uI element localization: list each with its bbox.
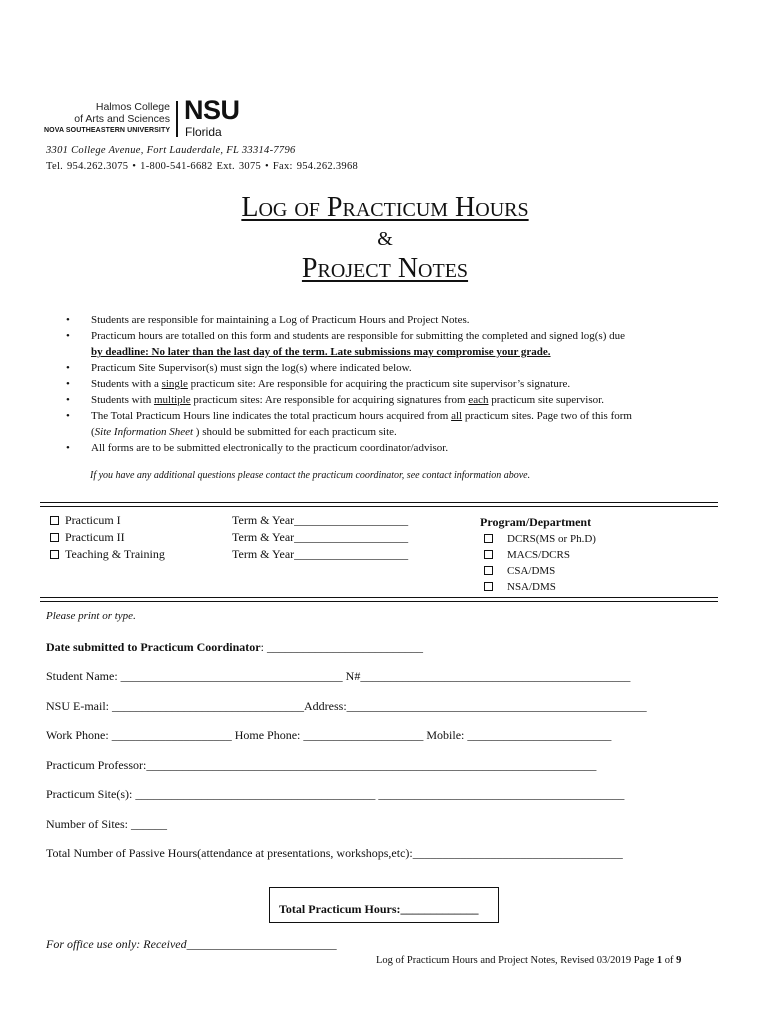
date-submitted-line: : __________________________ xyxy=(260,640,423,654)
term-year-field[interactable]: Term & Year___________________ xyxy=(232,513,409,527)
term-year-field[interactable]: Term & Year___________________ xyxy=(232,547,409,561)
instruction-text: practicum site: Are responsible for acquiring the practicum site supervisor’s signature. xyxy=(187,378,571,390)
number-of-sites-field[interactable]: Number of Sites: ______ xyxy=(46,817,167,831)
instruction-text: The Total Practicum Hours line indicates the total practicum hours acquired from xyxy=(91,410,452,422)
university-name: NOVA SOUTHEASTERN UNIVERSITY xyxy=(44,127,171,134)
instruction-item xyxy=(66,408,734,440)
instruction-text: All forms are to be submitted electronically to the practicum coordinator/advisor. xyxy=(91,442,449,454)
program-option[interactable] xyxy=(484,547,596,563)
instruction-emphasis: single xyxy=(161,378,188,390)
instruction-item xyxy=(66,328,734,360)
program-title: Program/Department xyxy=(480,515,592,529)
instruction-emphasis: multiple xyxy=(153,394,191,406)
page-number: 1 xyxy=(656,955,663,966)
section-divider xyxy=(40,502,718,507)
program-option[interactable] xyxy=(484,563,596,579)
instruction-emphasis: all xyxy=(451,410,463,422)
checkbox-icon[interactable] xyxy=(484,550,493,559)
instruction-text: Students with a xyxy=(91,378,162,390)
program-options xyxy=(484,531,596,595)
date-submitted-field[interactable] xyxy=(46,640,423,655)
instruction-item xyxy=(66,440,734,456)
college-name-line1: Halmos College xyxy=(95,101,170,113)
page-title-line1: Log of Practicum Hours xyxy=(241,192,529,223)
checkbox-icon[interactable] xyxy=(50,516,59,525)
instruction-item xyxy=(66,376,734,392)
office-use-field: For office use only: Received_________________________ xyxy=(46,937,337,951)
instruction-text: Practicum Site Supervisor(s) must sign the log(s) where indicated below. xyxy=(91,362,412,374)
florida-logo-text: Florida xyxy=(185,125,222,139)
program-option-label: CSA/DMS xyxy=(507,565,556,577)
practicum-option-label: Practicum I xyxy=(65,513,121,527)
page-title-line2: Project Notes xyxy=(301,253,469,284)
print-instruction: Please print or type. xyxy=(46,610,136,622)
page-footer xyxy=(376,955,681,966)
date-submitted-label: Date submitted to Practicum Coordinator xyxy=(46,640,261,654)
footer-text: Log of Practicum Hours and Project Notes, Revised 03/2019 Page xyxy=(376,955,657,966)
practicum-option-label: Practicum II xyxy=(65,530,125,544)
practicum-option[interactable] xyxy=(50,546,165,563)
instruction-text: Practicum hours are totalled on this form and students are responsible for submitting the completed and signed log(s) due xyxy=(91,330,625,342)
student-name-field[interactable]: Student Name: _____________________________________ N#_____________________________________________ xyxy=(46,669,631,683)
instruction-text: Students are responsible for maintaining a Log of Practicum Hours and Project Notes. xyxy=(91,314,470,326)
instruction-text: Students with xyxy=(91,394,154,406)
practicum-option[interactable] xyxy=(50,512,165,529)
program-option[interactable] xyxy=(484,531,596,547)
page-total: 9 xyxy=(676,955,682,966)
program-option-label: NSA/DMS xyxy=(507,581,556,593)
instruction-emphasis: each xyxy=(468,394,489,406)
instruction-item xyxy=(66,360,734,376)
instruction-text: practicum site supervisor. xyxy=(488,394,604,406)
footer-of: of xyxy=(662,955,677,966)
checkbox-icon[interactable] xyxy=(484,534,493,543)
address: 3301 College Avenue, Fort Lauderdale, FL 33314-7796 xyxy=(46,145,296,156)
contact-info: Tel. 954.262.3075 • 1-800-541-6682 Ext. 3075 • Fax: 954.262.3968 xyxy=(46,161,359,172)
section-divider xyxy=(40,597,718,602)
term-year-field[interactable]: Term & Year___________________ xyxy=(232,530,409,544)
instruction-text: practicum sites. Page two of this form xyxy=(462,410,632,422)
instruction-text: ) should be submitted for each practicum site. xyxy=(193,426,397,438)
professor-field[interactable]: Practicum Professor:___________________________________________________________________________ xyxy=(46,758,597,772)
college-name-line2: of Arts and Sciences xyxy=(74,112,170,125)
instructions-list xyxy=(66,312,734,456)
page-title-ampersand: & xyxy=(377,228,393,250)
total-hours-line: _____________ xyxy=(400,902,479,916)
instruction-emphasis: Site Information Sheet xyxy=(94,426,194,438)
nsu-logo: NSU xyxy=(184,95,240,125)
practicum-sites-field[interactable]: Practicum Site(s): ________________________________________ _________________________________________ xyxy=(46,787,625,801)
instruction-item xyxy=(66,312,734,328)
logo-divider xyxy=(176,101,178,137)
checkbox-icon[interactable] xyxy=(50,550,59,559)
email-address-field[interactable]: NSU E-mail: ________________________________Address:__________________________________________________ xyxy=(46,699,647,713)
checkbox-icon[interactable] xyxy=(484,582,493,591)
total-hours-field[interactable] xyxy=(279,902,479,917)
program-option[interactable] xyxy=(484,579,596,595)
total-hours-label: Total Practicum Hours: xyxy=(279,902,401,916)
contact-note: If you have any additional questions please contact the practicum coordinator, see contact information above. xyxy=(90,470,531,481)
practicum-option-label: Teaching & Training xyxy=(65,547,165,561)
college-name xyxy=(62,102,170,125)
checkbox-icon[interactable] xyxy=(50,533,59,542)
instruction-text: ( xyxy=(91,426,95,438)
practicum-option[interactable] xyxy=(50,529,165,546)
checkbox-icon[interactable] xyxy=(484,566,493,575)
practicum-options xyxy=(50,512,165,563)
term-fields xyxy=(232,512,408,563)
deadline-text: by deadline: No later than the last day of the term. Late submissions may compromise your grade. xyxy=(91,346,551,358)
instruction-item xyxy=(66,392,734,408)
instruction-text: practicum sites: Are responsible for acquiring signatures from xyxy=(190,394,469,406)
phone-fields[interactable]: Work Phone: ____________________ Home Phone: ____________________ Mobile: ________________________ xyxy=(46,728,612,742)
program-option-label: DCRS(MS or Ph.D) xyxy=(507,533,596,545)
program-option-label: MACS/DCRS xyxy=(507,549,570,561)
passive-hours-field[interactable]: Total Number of Passive Hours(attendance at presentations, workshops,etc):___________________________________ xyxy=(46,846,623,860)
